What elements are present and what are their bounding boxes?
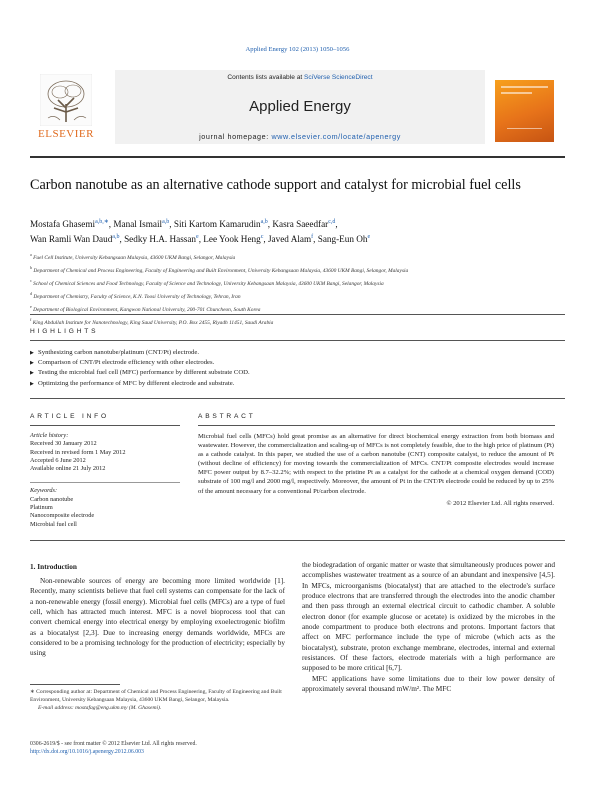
- history-item: Received in revised form 1 May 2012: [30, 448, 126, 456]
- affiliation-item: [30, 315, 560, 328]
- affiliation-text: School of Chemical Sciences and Food Technology, Faculty of Science and Technology, University Kebangsaan Malaysia, 43600 UKM Bangi, Selangor, Malaysia: [31, 280, 384, 287]
- bullet-icon: ▶: [30, 381, 34, 387]
- author-affiliation-marker[interactable]: a,b: [112, 234, 120, 241]
- author-name: Sedky H.A. Hassan: [124, 234, 197, 245]
- author-separator: ,: [313, 234, 318, 245]
- author-separator: ,: [335, 219, 338, 230]
- affiliation-item: [30, 276, 560, 289]
- author-affiliation-marker[interactable]: f: [311, 234, 314, 241]
- article-info-heading: ARTICLE INFO: [30, 413, 109, 420]
- doi-link[interactable]: http://dx.doi.org/10.1016/j.apenergy.2012.06.003: [30, 749, 144, 755]
- bullet-icon: ▶: [30, 361, 34, 367]
- highlight-text: Testing the microbial fuel cell (MFC) performance by different substrate COD.: [38, 369, 250, 377]
- affiliations: [30, 250, 560, 329]
- affiliation-marker: f: [30, 317, 32, 323]
- history-list: [30, 440, 180, 473]
- elsevier-tree-icon: [40, 74, 92, 126]
- author-name: Siti Kartom Kamarudin: [173, 219, 261, 230]
- author-affiliation-marker[interactable]: c: [260, 234, 264, 241]
- intro-paragraph-1: Non-renewable sources of energy are becoming more limited worldwide [1]. Recently, many scientists believe that fuel cell systems can compensate for the lack of a non-renewable energy (fossil energy). Microbial fuel cells (MFCs) are a type of fuel cell, which has attracted much interest. MFC is a novel bioprocess tool that can convert chemical energy into electrical energy by employing exoelectrogenic biofilm as a biocatalyst [2,3]. Due to increasing energy demands worldwide, MFCs are considered to be a promising technology for the production of electricity; especially by using: [30, 576, 285, 658]
- history-label: Article history:: [30, 432, 69, 439]
- author-name: Javed Alam: [267, 234, 312, 245]
- affiliation-item: [30, 289, 560, 302]
- abstract-copyright: © 2012 Elsevier Ltd. All rights reserved.: [446, 499, 554, 507]
- journal-banner: [115, 70, 485, 144]
- author-separator: ,: [263, 234, 268, 245]
- affiliation-item: [30, 263, 560, 276]
- author-affiliation-marker[interactable]: c,d: [328, 219, 336, 225]
- affiliation-marker: c: [30, 278, 32, 284]
- highlight-text: Optimizing the performance of MFC by different electrode and substrate.: [38, 379, 235, 387]
- author-name: Sang-Eun Oh: [317, 234, 368, 245]
- highlight-text: Comparison of CNT/Pt electrode efficiency with other electrodes.: [38, 359, 215, 367]
- keyword-item: Carbon nanotube: [30, 495, 74, 503]
- journal-title: Applied Energy: [249, 98, 351, 115]
- authors-line-2: [30, 231, 560, 246]
- bullet-icon: ▶: [30, 371, 34, 377]
- article-info-rule: [30, 425, 180, 426]
- affiliation-text: Fuel Cell Institute, University Kebangsaan Malaysia, 43600 UKM Bangi, Selangor, Malaysia: [31, 254, 236, 261]
- author-affiliation-marker[interactable]: a,b: [162, 219, 170, 225]
- footnote: [30, 688, 285, 712]
- issn-line: 0306-2619/$ - see front matter © 2012 Elsevier Ltd. All rights reserved.: [30, 741, 197, 747]
- article-title: Carbon nanotube as an alternative cathode support and catalyst for microbial fuel cells: [30, 177, 521, 193]
- intro-paragraph-3: MFC applications have some limitations due to their low power density of approximately several thousand mW/m². The MFC: [302, 673, 555, 694]
- publisher-name: ELSEVIER: [38, 128, 94, 140]
- bottom-matter: [30, 740, 330, 756]
- affiliation-marker: a: [30, 252, 32, 257]
- author-name: Lee Yook Heng: [203, 234, 261, 245]
- abstract-text: Microbial fuel cells (MFCs) hold great promise as an alternative for direct biochemical energy extraction from both biomass and wastewater. However, the commercialization and scaling-up of MFCs is not completely feasible, due to the high price of platinum (Pt) as a cathode catalyst. In this paper, we studied the use of a carbon nanotube (CNT) composite catalyst, to reduce the amount of Pt (without decline of efficiency) for moving towards the commercialization of MFCs. CNT/Pt composite electrodes would increase MFC power output by 8.7–32.2%; with respect to the pristine Pt as a catalyst for the cathode at a chemical oxygen demand (COD) substrate of 100 mg/l and 2000 mg/l, respectively. Moreover, the amount of Pt in the CNT/Pt electrode could be reduced by up to 25% of the amount necessary for a conventional Pt/carbon electrode.: [198, 433, 554, 495]
- author-affiliation-marker[interactable]: a,b: [260, 219, 268, 225]
- contents-line: Contents lists available at SciVerse ScienceDirect: [227, 74, 373, 81]
- author-separator: ,: [119, 234, 125, 245]
- highlights-list: [30, 348, 560, 389]
- author-name: Manal Ismail: [113, 219, 163, 230]
- email-address[interactable]: E-mail address: mostafag@eng.ukm.my (M. Ghasemi).: [38, 705, 162, 711]
- elsevier-logo: [30, 70, 102, 144]
- author-affiliation-marker[interactable]: e: [196, 234, 199, 241]
- highlights-rule: [30, 340, 565, 341]
- keyword-item: Microbial fuel cell: [30, 520, 77, 528]
- keywords-list: [30, 496, 180, 529]
- journal-reference[interactable]: Applied Energy 102 (2013) 1050–1056: [245, 46, 350, 53]
- journal-cover-image: [495, 80, 554, 142]
- author-separator: ,: [169, 219, 174, 230]
- author-affiliation-marker[interactable]: e: [367, 234, 371, 241]
- abstract-heading: ABSTRACT: [198, 413, 256, 420]
- bullet-icon: ▶: [30, 351, 34, 356]
- article-info: [30, 432, 180, 529]
- introduction-heading: 1. Introduction: [30, 562, 77, 571]
- author-list: [30, 216, 560, 246]
- affiliation-marker: d: [30, 291, 32, 297]
- highlights-heading: HIGHLIGHTS: [30, 328, 99, 335]
- author-name: Mostafa Ghasemi: [30, 219, 96, 230]
- affiliation-marker: e: [30, 304, 32, 310]
- body-column-2: [302, 560, 555, 694]
- author-affiliation-marker[interactable]: a,b,∗: [95, 219, 109, 225]
- history-item: Received 30 January 2012: [30, 440, 97, 448]
- author-name: Kasra Saeedfar: [272, 219, 329, 230]
- body-column-1: [30, 576, 285, 659]
- author-separator: ,: [267, 219, 273, 230]
- journal-homepage: journal homepage: www.elsevier.com/locate/apenergy: [199, 132, 401, 141]
- affiliation-text: Department of Chemistry, Faculty of Science, K.N. Toosi University of Technology, Tehran, Iran: [32, 294, 241, 301]
- highlight-item: [30, 368, 560, 378]
- highlight-text: Synthesizing carbon nanotube/platinum (CNT/Pt) electrode.: [38, 349, 200, 356]
- authors-line-1: [30, 216, 560, 231]
- history-item: Accepted 6 June 2012: [30, 456, 86, 464]
- affiliation-text: Department of Biological Environment, Kangwon National University, 200-701 Chuncheon, South Korea: [31, 307, 261, 314]
- highlight-item: [30, 379, 560, 389]
- author-separator: ,: [198, 234, 204, 245]
- abstract-rule: [198, 425, 555, 426]
- affiliation-marker: b: [30, 265, 32, 271]
- affiliation-text: King Abdullah Institute for Nanotechnology, King Saud University, P.O. Box 2455, Riyadh 11451, Saudi Arabia: [31, 320, 274, 327]
- footnote-rule: [30, 684, 120, 685]
- affiliations-rule: [30, 314, 565, 315]
- author-name: Wan Ramli Wan Daud: [30, 234, 113, 245]
- keyword-item: Platinum: [30, 504, 53, 512]
- keyword-item: Nanocomposite electrode: [30, 512, 95, 520]
- highlight-item: [30, 358, 560, 368]
- masthead: [30, 64, 565, 154]
- intro-paragraph-2: the biodegradation of organic matter or waste that simultaneously produces power and accomplishes wastewater treatment as a source of an abundant and inexpensive [4,5]. In MFCs, microorganisms (biocatalyst) that are attached to the electrode's surface produce electrons that are transferred through the electrodes into the anodic chamber and then pass through an external electrical circuit to cathodic chamber. A soluble electron donor (for example glucose or acetate) is oxidized by the microbes in the anode compartment to produce both electrons and protons. Important factors that affect on MFC performance include the type of microbe (which acts as the biocatalyst), substrate, proton exchange membrane, electrodes, internal and external resistances. Of these factors, electrode materials with a high performance are supposed to be more critical [6,7].: [302, 560, 555, 673]
- masthead-rule: [30, 156, 565, 158]
- abstract: [198, 432, 554, 508]
- history-item: Available online 21 July 2012: [30, 465, 106, 473]
- corresponding-author: ∗ Corresponding author at: Department of Chemical and Process Engineering, Faculty of Engineering and Built Environment, University Kebangsaan Malaysia, 43600 UKM Bangi, Selangor, Malaysia.: [30, 689, 282, 703]
- affiliation-item: [30, 250, 560, 263]
- front-matter-rule: [30, 540, 565, 541]
- homepage-link[interactable]: www.elsevier.com/locate/apenergy: [271, 132, 401, 141]
- sciencedirect-link[interactable]: SciVerse ScienceDirect: [304, 74, 373, 81]
- keywords-label: Keywords:: [30, 487, 58, 495]
- highlight-item: [30, 348, 560, 358]
- highlights-bottom-rule: [30, 398, 565, 399]
- affiliation-text: Department of Chemical and Process Engineering, Faculty of Engineering and Built Environment, University Kebangsaan Malaysia, 43600 UKM Bangi, Selangor, Malaysia: [32, 267, 409, 274]
- author-separator: ,: [108, 219, 114, 230]
